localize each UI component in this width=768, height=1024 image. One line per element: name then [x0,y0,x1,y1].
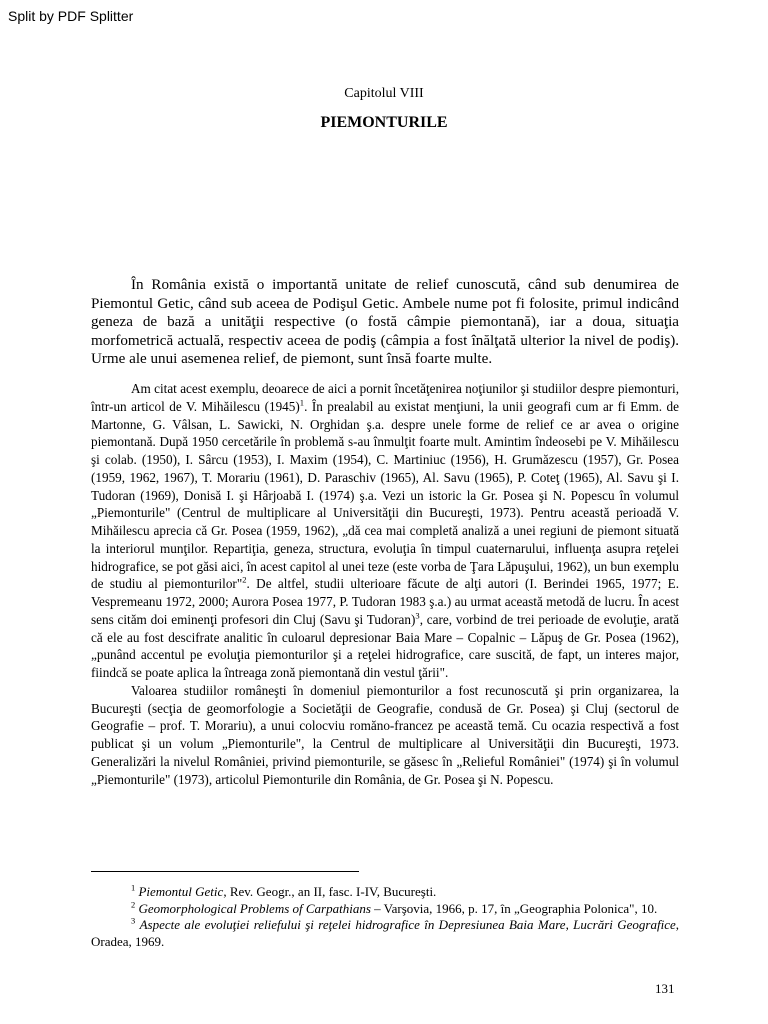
footnote-number: 2 [131,899,136,910]
footnote-3 [91,917,679,950]
intro-paragraph [91,276,679,369]
footnote-number: 1 [131,882,136,893]
paragraph-1-part-d: , care, vorbind de trei perioade de evoluţie, arată că ele au fost descifrate analitic în culoarul depresionar Baia Mare – Copalnic – Lăpuş de Gr. Posea (1962), „punând accentul pe evoluţia piemonturilor şi a reţelei hidrografice, care suscită, de fapt, un interes major, fiindcă se poate aplica la întreaga zonă piemontană din vestul ţării". [91,611,679,680]
footnote-1 [91,884,679,901]
footnote-ref-3: 3 [415,610,420,621]
paragraph-1 [91,380,679,682]
footnote-text: – Varşovia, 1966, p. 17, în „Geographia Polonica", 10. [370,900,658,916]
intro-text: În România există o importantă unitate de relief cunoscută, când sub denumirea de Piemontul Getic, când sub aceea de Podişul Getic. Ambele nume pot fi folosite, primul indicând geneza de bază a unităţii respective (o fostă câmpie piemontană), iar a doua, situaţia morfometrică actuală, respectiv aceea de podiş (câmpia a fost înălţată ulterior la nivel de podiş). Urme ale unui asemenea relief, de piemont, sunt însă foarte multe. [91,277,679,368]
paragraph-1-part-a: Am citat acest exemplu, deoarece de aici a pornit încetăţenirea noţiunilor şi studiilor despre piemonturi, într-un articol de V. Mihăilescu (1945) [91,381,679,414]
chapter-label: Capitolul VIII [344,86,424,101]
footnote-title: Geomorphological Problems of Carpathians [138,900,371,916]
main-text [91,380,679,788]
footnote-title: Aspecte ale evoluţiei reliefului şi reţelei hidrografice în Depresiunea Baia Mare, Lucrări Geografice [139,917,676,933]
page-number: 131 [655,981,675,996]
paragraph-2: Valoarea studiilor româneşti în domeniul piemonturilor a fost recunoscută şi prin organizarea, la Bucureşti (secţia de geomorfologie a Societăţii de Geografie, condusă de Gr. Posea) şi Cluj (sectorul de Geografie – prof. T. Morariu), a unui colocviu romăno-francez pe această temă. Cu ocazia respectivă a fost publicat şi un volum „Piemonturile", la Centrul de multiplicare al Universităţii din Bucureşti, 1973. Generalizări la nivelul României, privind piemonturile, se găsesc în „Relieful României" (1974) şi în volumul „Piemonturile" (1973), articolul Piemonturile din România, de Gr. Posea şi N. Popescu. [91,682,679,787]
footnote-ref-2: 2 [242,574,247,585]
paragraph-1-part-b: . În prealabil au existat menţiuni, la unii geografi cum ar fi Emm. de Martonne, G. Vâlsan, L. Sawicki, N. Orghidan ş.a. despre unele forme de relief ce ar avea o origine piemontană. După 1950 cercetările în problemă s-au înmulţit foarte mult. Amintim îndeosebi pe V. Mihăilescu şi colab. (1950), I. Sârcu (1953), I. Maxim (1954), C. Martiniuc (1956), H. Grumăzescu (1957), Gr. Posea (1959, 1962, 1967), T. Morariu (1961), D. Paraschiv (1965), Al. Savu (1965), P. Coteţ (1965), Al. Savu şi I. Tudoran (1969), Donisă I. şi Hârjoabă I. (1974) ş.a. Vezi un istoric la Gr. Posea şi N. Popescu în volumul „Piemonturile" (Centrul de multiplicare al Universităţii din Bucureşti, 1973). Pentru această perioadă V. Mihăilescu aprecia că Gr. Posea (1959, 1962), „dă cea mai completă analiză a unei regiuni de piemont situată la interiorul munţilor. Repartiţia, geneza, structura, evoluţia în timpul cuaternarului, influenţa asupra reţelei hidrografice, se pot găsi aici, în acest capitol al unei teze (este vorba de Ţara Lăpuşului, 1962), un bun exemplu de studiu al piemonturilor" [91,398,679,592]
footnote-2 [91,901,679,918]
footnote-title: Piemontul Getic [138,884,224,899]
chapter-title: PIEMONTURILE [320,114,448,131]
footnote-ref-1: 1 [299,397,305,408]
footnotes [91,884,679,950]
paragraph-1-part-c: . De altfel, studii ulterioare făcute de alţi autori (I. Berindei 1965, 1977; E. Vespremeanu 1972, 2000; Aurora Posea 1977, P. Tudoran 1983 ş.a.) au urmat această metodă de lucru. În acest sens cităm doi eminenţi profesori din Cluj (Savu şi Tudoran) [91,576,679,627]
pdf-splitter-watermark: Split by PDF Splitter [8,8,134,24]
footnote-text: , Rev. Geogr., an II, fasc. I-IV, Bucureşti. [223,884,437,899]
footnote-text: , Oradea, 1969. [91,917,679,949]
footnote-number: 3 [131,915,136,926]
footnote-separator [91,871,359,872]
